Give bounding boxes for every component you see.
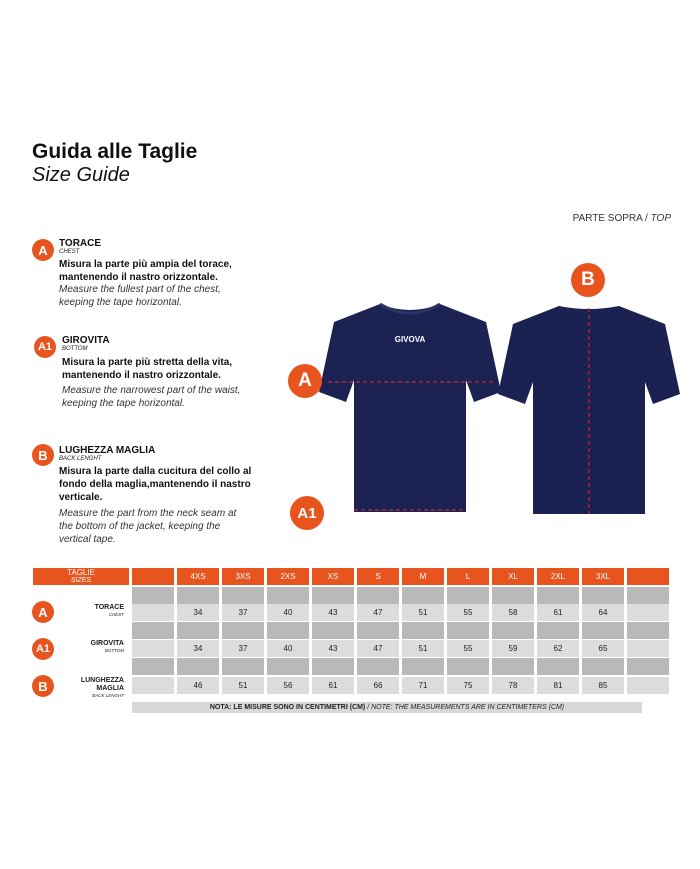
table-cell: 75: [447, 677, 489, 694]
table-spacer-cell: [357, 587, 399, 604]
page-subtitle: Size Guide: [32, 164, 130, 186]
back-shirt-image: [497, 300, 681, 522]
table-cell: 40: [267, 604, 309, 621]
table-spacer-cell: [222, 587, 264, 604]
table-spacer-cell: [582, 622, 624, 639]
table-cell: 37: [222, 640, 264, 657]
header-sublabel: SIZES: [70, 576, 92, 584]
measure-length-desc-en: Measure the part from the neck seam at the bottom of the jacket, keeping the vertical tape.: [59, 508, 237, 545]
page-title: Guida alle Taglie: [32, 140, 198, 163]
header-blank: [627, 568, 669, 585]
table-spacer-cell: [222, 658, 264, 675]
table-spacer-cell: [132, 622, 174, 639]
badge-b-icon: B: [32, 444, 54, 466]
table-cell: 58: [492, 604, 534, 621]
table-spacer-cell: [357, 658, 399, 675]
header-size: XL: [492, 568, 534, 585]
table-row-blank: [627, 604, 669, 621]
measure-chest-subtitle: CHEST: [59, 249, 80, 255]
table-cell: 81: [537, 677, 579, 694]
header-size: L: [447, 568, 489, 585]
header-size: 3XS: [222, 568, 264, 585]
table-spacer-cell: [312, 587, 354, 604]
table-spacer-cell: [537, 622, 579, 639]
measure-chest-title: TORACE: [59, 238, 102, 249]
table-spacer-cell: [582, 587, 624, 604]
table-cell: 40: [267, 640, 309, 657]
measure-waist-desc-en: Measure the narrowest part of the waist, keeping the tape horizontal.: [62, 385, 241, 409]
header-size: 3XL: [582, 568, 624, 585]
section-label-it: PARTE SOPRA /: [572, 213, 648, 224]
table-spacer-cell: [267, 658, 309, 675]
figure-badge-b-icon: B: [571, 263, 605, 297]
header-size: XS: [312, 568, 354, 585]
table-cell: 46: [177, 677, 219, 694]
header-size: M: [402, 568, 444, 585]
figure-badge-a-icon: A: [288, 364, 322, 398]
front-shirt-image: [318, 298, 502, 520]
header-size: 2XS: [267, 568, 309, 585]
table-cell: 55: [447, 640, 489, 657]
table-spacer-cell: [627, 658, 669, 675]
table-spacer-cell: [402, 622, 444, 639]
table-row-blank: [132, 604, 174, 621]
table-spacer-cell: [492, 658, 534, 675]
table-spacer-cell: [177, 622, 219, 639]
row-label: [56, 604, 130, 621]
header-size: S: [357, 568, 399, 585]
table-cell: 85: [582, 677, 624, 694]
table-row-blank: [132, 640, 174, 657]
row-label-subtitle: BOTTOM: [104, 648, 124, 653]
table-cell: 66: [357, 677, 399, 694]
measure-waist-desc-it: Misura la parte più stretta della vita, mantenendo il nastro orizzontale.: [62, 357, 233, 381]
table-spacer-cell: [177, 658, 219, 675]
table-cell: 47: [357, 640, 399, 657]
table-cell: 78: [492, 677, 534, 694]
note-it: NOTA: LE MISURE SONO IN CENTIMETRI (CM): [209, 704, 366, 711]
row-badge-icon: A1: [32, 638, 54, 660]
table-spacer-cell: [447, 658, 489, 675]
table-cell: 55: [447, 604, 489, 621]
table-spacer-cell: [222, 622, 264, 639]
table-cell: 61: [537, 604, 579, 621]
row-label: [56, 640, 130, 657]
table-spacer-cell: [132, 658, 174, 675]
section-label: [573, 213, 671, 224]
table-cell: 34: [177, 604, 219, 621]
table-spacer-cell: [492, 587, 534, 604]
table-row-blank: [627, 640, 669, 657]
measure-length-desc-it: Misura la parte dalla cucitura del collo al fondo della maglia,mantenendo il nastro verticale.: [59, 466, 252, 503]
table-spacer-cell: [402, 587, 444, 604]
table-cell: 59: [492, 640, 534, 657]
badge-a-icon: A: [32, 239, 54, 261]
table-cell: 51: [402, 604, 444, 621]
table-spacer-cell: [312, 622, 354, 639]
table-cell: 34: [177, 640, 219, 657]
table-note: [132, 702, 642, 713]
measure-chest-desc-en: Measure the fullest part of the chest, keeping the tape horizontal.: [59, 284, 221, 308]
badge-a1-icon: A1: [34, 336, 56, 358]
measure-length-subtitle: BACK LENGHT: [59, 456, 102, 462]
row-label-subtitle: BACK LENGHT: [92, 693, 124, 698]
table-spacer-cell: [177, 587, 219, 604]
table-cell: 56: [267, 677, 309, 694]
table-cell: 47: [357, 604, 399, 621]
table-cell: 37: [222, 604, 264, 621]
header-blank: [132, 568, 174, 585]
measure-waist-subtitle: BOTTOM: [62, 346, 88, 352]
table-cell: 65: [582, 640, 624, 657]
table-cell: 43: [312, 604, 354, 621]
table-spacer-cell: [447, 622, 489, 639]
row-label: [56, 677, 130, 698]
row-label-title: LUNGHEZZA MAGLIA: [80, 677, 124, 692]
figure-badge-a1-icon: A1: [290, 496, 324, 530]
table-spacer-cell: [357, 622, 399, 639]
row-label-title: TORACE: [94, 604, 124, 611]
row-badge-icon: B: [32, 675, 54, 697]
header-size: 2XL: [537, 568, 579, 585]
row-label-title: GIROVITA: [90, 640, 124, 647]
table-spacer-cell: [312, 658, 354, 675]
measure-waist-title: GIROVITA: [62, 335, 110, 346]
table-spacer-cell: [627, 587, 669, 604]
table-row-blank: [627, 677, 669, 694]
measure-length-title: LUGHEZZA MAGLIA: [59, 445, 156, 456]
table-spacer-cell: [537, 587, 579, 604]
table-cell: 71: [402, 677, 444, 694]
table-cell: 62: [537, 640, 579, 657]
table-spacer-cell: [447, 587, 489, 604]
table-cell: 61: [312, 677, 354, 694]
table-cell: 51: [222, 677, 264, 694]
section-label-en: TOP: [650, 213, 671, 224]
table-header-row: [33, 568, 643, 585]
table-spacer-cell: [627, 622, 669, 639]
header-sizes-label: [33, 568, 129, 585]
brand-logo: GIVOVA: [394, 335, 426, 344]
table-cell: 51: [402, 640, 444, 657]
table-spacer-cell: [492, 622, 534, 639]
table-row-blank: [132, 677, 174, 694]
table-cell: 43: [312, 640, 354, 657]
measure-chest-desc-it: Misura la parte più ampia del torace, mantenendo il nastro orizzontale.: [59, 259, 232, 283]
table-spacer-cell: [132, 587, 174, 604]
table-cell: 64: [582, 604, 624, 621]
table-spacer-cell: [267, 587, 309, 604]
table-spacer-cell: [537, 658, 579, 675]
header-label: TAGLIE: [67, 567, 95, 577]
table-spacer-cell: [267, 622, 309, 639]
table-spacer-cell: [402, 658, 444, 675]
header-size: 4XS: [177, 568, 219, 585]
note-en: / NOTE: THE MEASUREMENTS ARE IN CENTIMETERS (CM): [367, 704, 565, 711]
row-label-subtitle: CHEST: [108, 612, 124, 617]
table-spacer-cell: [582, 658, 624, 675]
row-badge-icon: A: [32, 601, 54, 623]
